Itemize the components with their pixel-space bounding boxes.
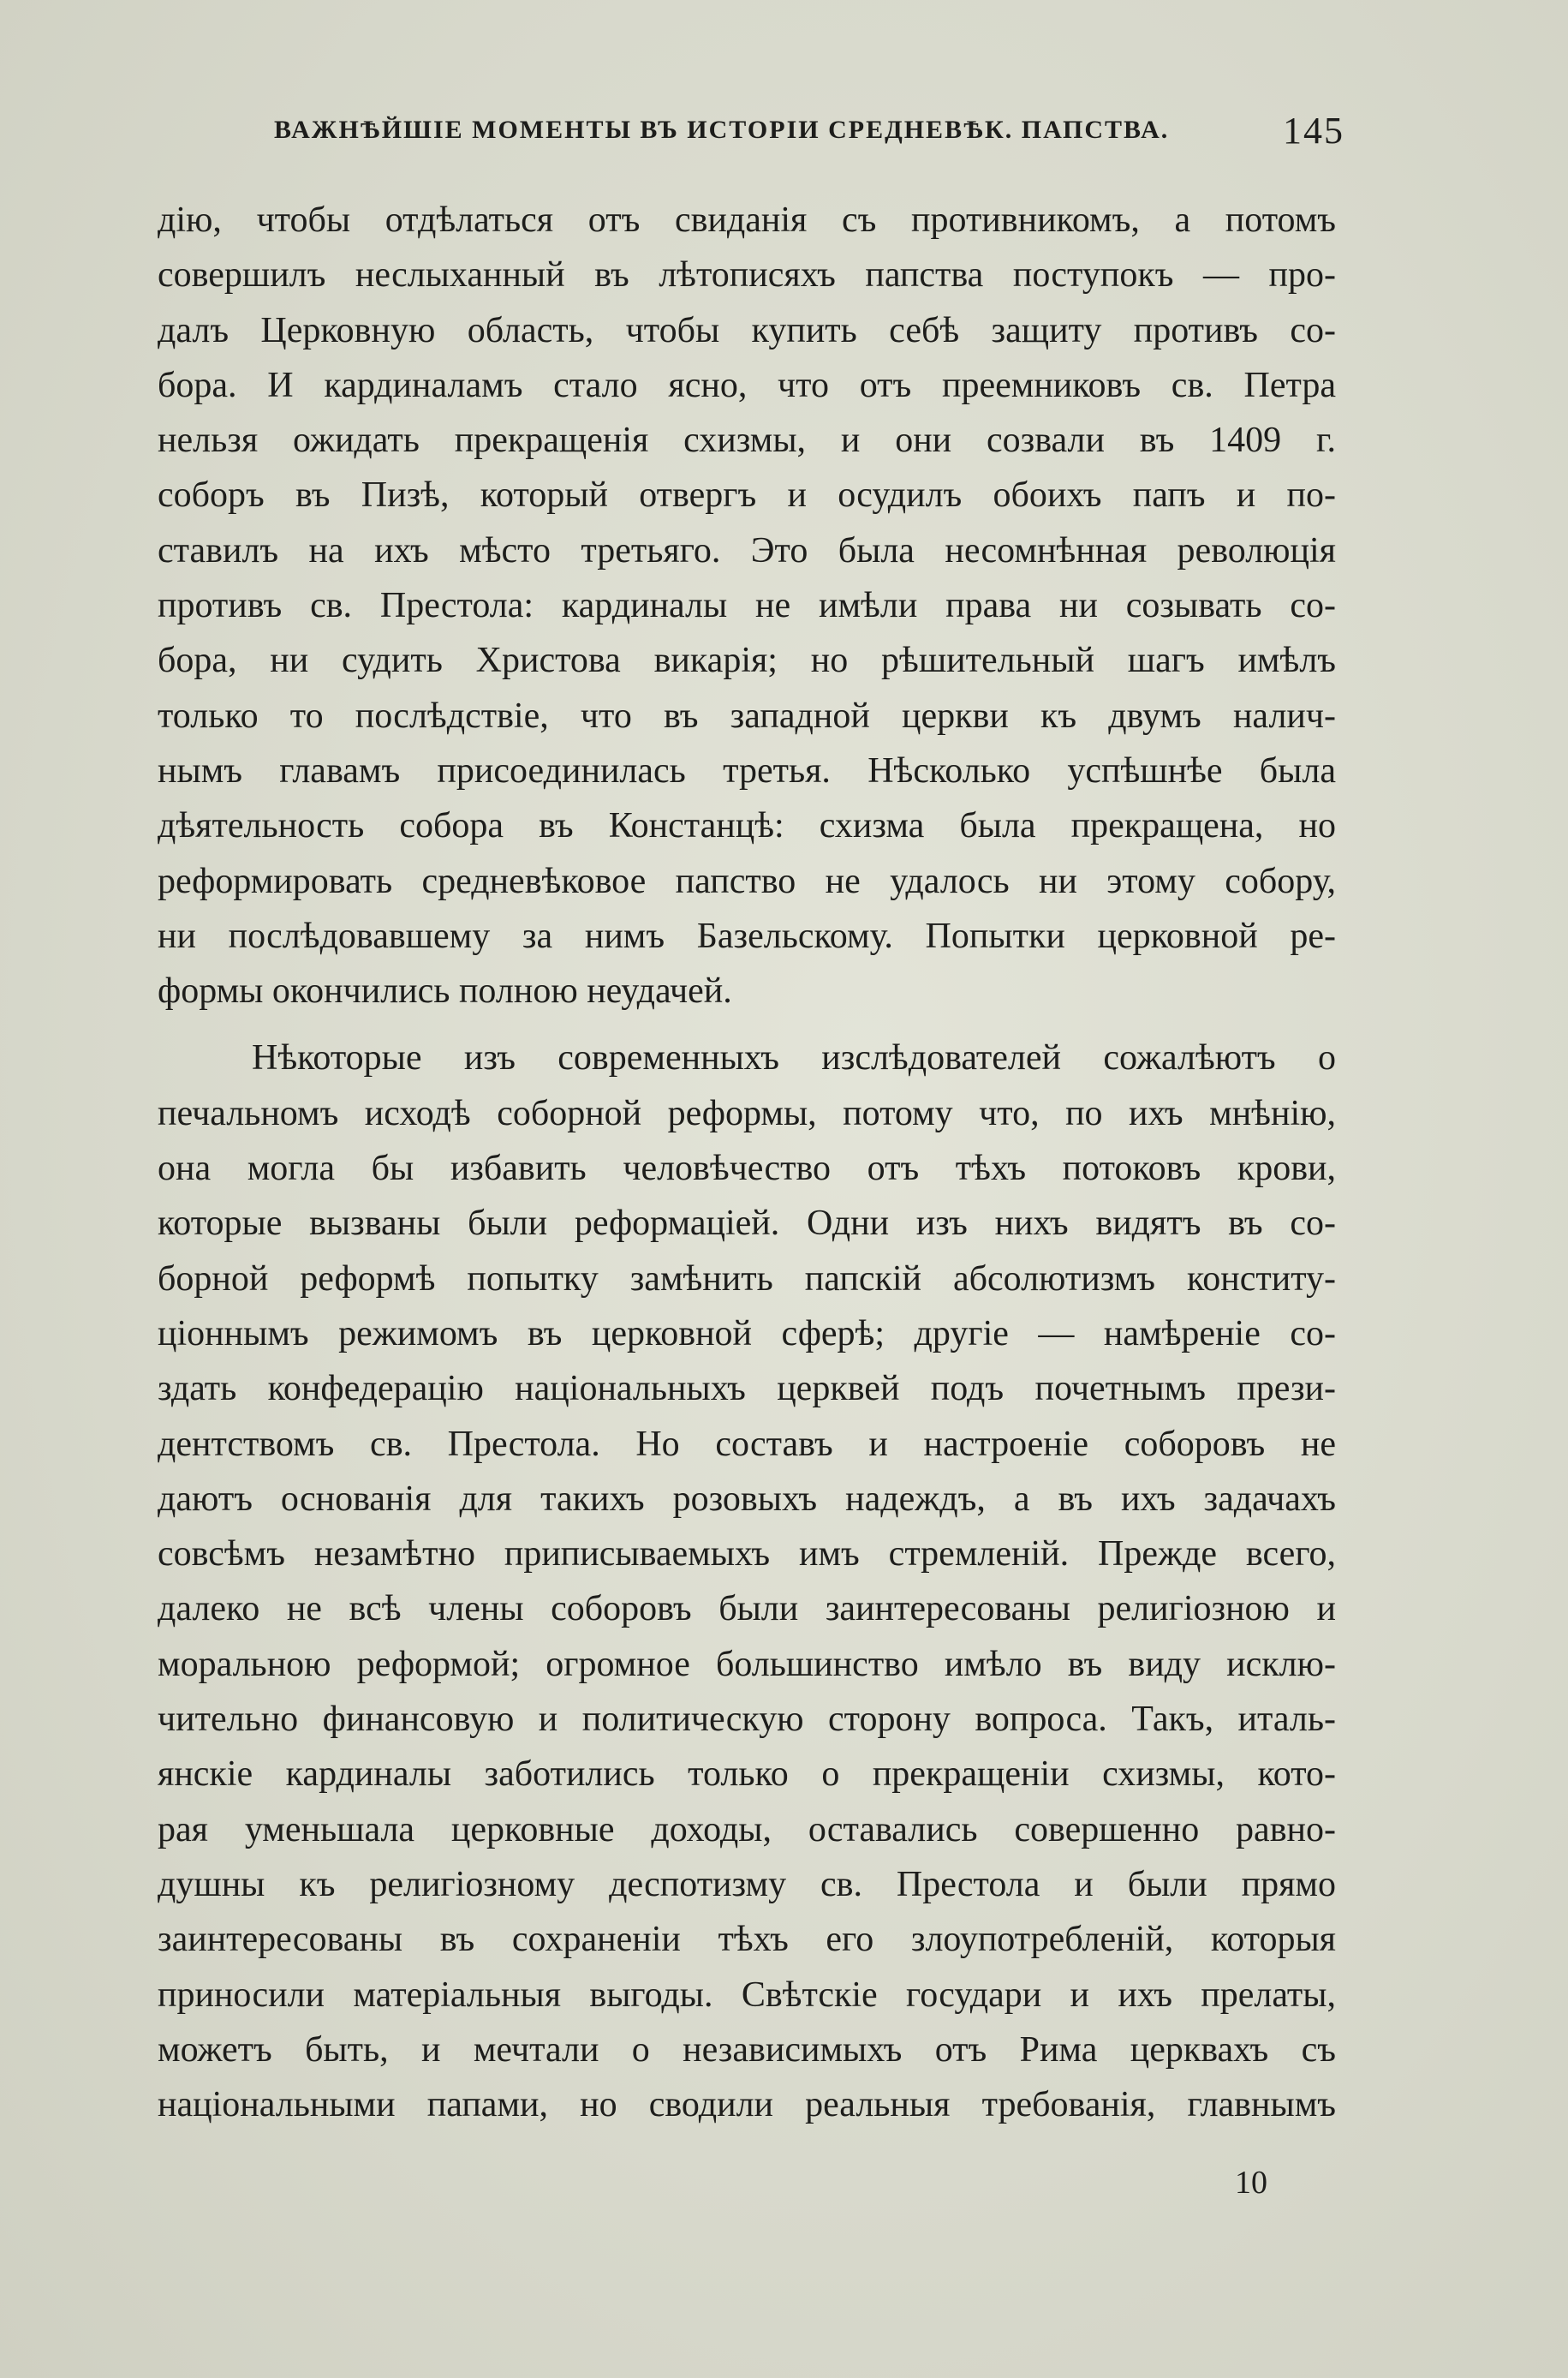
text-line: соборъ въ Пизѣ, который отвергъ и осудилъ обоихъ папъ и по- (158, 475, 1336, 516)
text-line: янскіе кардиналы заботились только о прекращеніи схизмы, кото- (158, 1754, 1336, 1795)
text-line: противъ св. Престола: кардиналы не имѣли права ни созывать со- (158, 586, 1336, 626)
text-line: бора. И кардиналамъ стало ясно, что отъ преемниковъ св. Петра (158, 365, 1336, 405)
page-header (274, 110, 1344, 167)
text-line: печальномъ исходѣ соборной реформы, потому что, по ихъ мнѣнію, (158, 1093, 1336, 1133)
text-line: далеко не всѣ члены соборовъ были заинтересованы религіозною и (158, 1589, 1336, 1629)
text-line: реформировать средневѣковое папство не удалось ни этому собору, (158, 861, 1336, 901)
text-line: рая уменьшала церковные доходы, оставались совершенно равно- (158, 1809, 1336, 1849)
text-line: дентствомъ св. Престола. Но составъ и настроеніе соборовъ не (158, 1424, 1336, 1464)
text-line: заинтересованы въ сохраненіи тѣхъ его злоупотребленій, которыя (158, 1920, 1336, 1960)
text-line: ни послѣдовавшему за нимъ Базельскому. Попытки церковной ре- (158, 916, 1336, 956)
text-line: дѣятельность собора въ Констанцѣ: схизма была прекращена, но (158, 806, 1336, 846)
text-line: дію, чтобы отдѣлаться отъ свиданія съ противникомъ, а потомъ (158, 200, 1336, 240)
paragraph-2 (158, 1031, 1336, 2132)
text-line: только то послѣдствіе, что въ западной церкви къ двумъ налич- (158, 696, 1336, 736)
text-line: здать конфедерацію національныхъ церквей подъ почетнымъ прези- (158, 1369, 1336, 1409)
text-line: бора, ни судить Христова викарія; но рѣшительный шагъ имѣлъ (158, 641, 1336, 681)
text-line: душны къ религіозному деспотизму св. Престола и были прямо (158, 1864, 1336, 1904)
page-number: 145 (1283, 110, 1344, 152)
text-line: Нѣкоторые изъ современныхъ изслѣдователей сожалѣютъ о (252, 1038, 1336, 1078)
signature-mark: 10 (1235, 2165, 1267, 2201)
text-line: формы окончились полною неудачей. (158, 971, 732, 1012)
text-line: ціоннымъ режимомъ въ церковной сферѣ; другіе — намѣреніе со- (158, 1313, 1336, 1353)
text-line: нымъ главамъ присоединилась третья. Нѣсколько успѣшнѣе была (158, 750, 1336, 791)
text-line: совсѣмъ незамѣтно приписываемыхъ имъ стремленій. Прежде всего, (158, 1534, 1336, 1574)
text-line: далъ Церковную область, чтобы купить себѣ защиту противъ со- (158, 310, 1336, 350)
paragraph-gap (158, 1019, 1336, 1031)
text-line: чительно финансовую и политическую сторону вопроса. Такъ, италь- (158, 1700, 1336, 1740)
text-line: приносили матеріальныя выгоды. Свѣтскіе государи и ихъ прелаты, (158, 1975, 1336, 2015)
text-line: нельзя ожидать прекращенія схизмы, и они созвали въ 1409 г. (158, 421, 1336, 461)
running-title: ВАЖНѢЙШІЕ МОМЕНТЫ ВЪ ИСТОРІИ СРЕДНЕВѢК. ПАПСТВА. (274, 116, 1170, 144)
text-line: моральною реформой; огромное большинство имѣло въ виду исклю- (158, 1644, 1336, 1684)
text-line: она могла бы избавить человѣчество отъ тѣхъ потоковъ крови, (158, 1149, 1336, 1189)
text-line: борной реформѣ попытку замѣнить папскій абсолютизмъ конститу- (158, 1258, 1336, 1299)
text-line: совершилъ неслыханный въ лѣтописяхъ папства поступокъ — про- (158, 255, 1336, 296)
text-line: даютъ основанія для такихъ розовыхъ надеждъ, а въ ихъ задачахъ (158, 1479, 1336, 1519)
text-line: ставилъ на ихъ мѣсто третьяго. Это была несомнѣнная революція (158, 530, 1336, 571)
paragraph-1 (158, 193, 1336, 1019)
text-line: можетъ быть, и мечтали о независимыхъ отъ Рима церквахъ съ (158, 2029, 1336, 2070)
text-line: которые вызваны были реформаціей. Одни изъ нихъ видятъ въ со- (158, 1204, 1336, 1244)
text-line: національными папами, но сводили реальныя требованія, главнымъ (158, 2085, 1336, 2125)
main-text (158, 193, 1336, 2132)
